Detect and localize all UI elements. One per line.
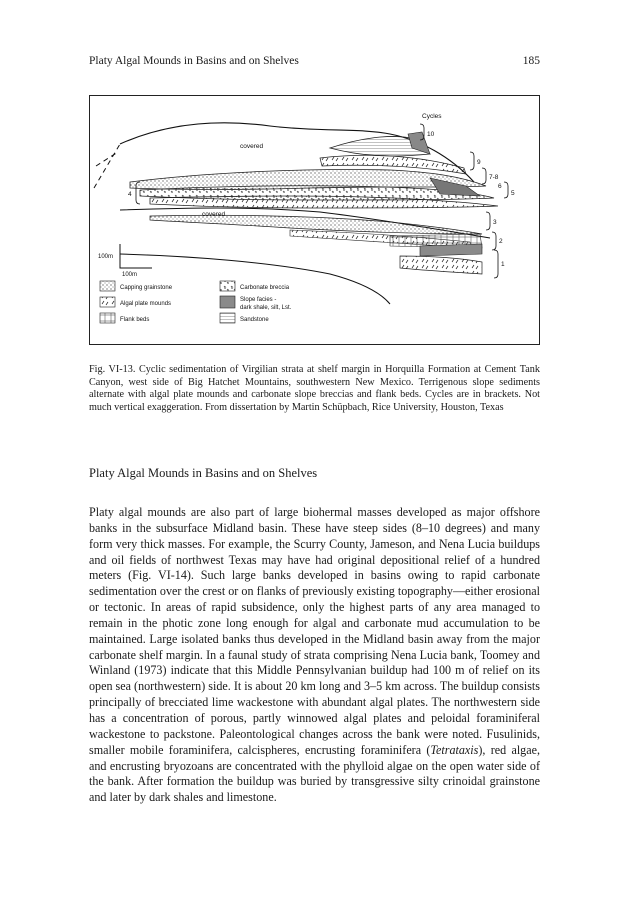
legend-swatch-slope-facies [220, 296, 235, 308]
band-cycle-1 [400, 256, 482, 274]
covered-label-lower: covered [202, 211, 226, 218]
covered-label-upper: covered [240, 143, 264, 150]
figure-cross-section [89, 95, 540, 345]
cycle-number-10: 10 [427, 131, 435, 138]
bracket-cycle-9 [470, 152, 474, 170]
legend-label-slope-facies-detail: dark shale, silt, Lst. [240, 305, 292, 311]
legend-label-carbonate-breccia: Carbonate breccia [240, 285, 290, 291]
legend-swatch-flank-beds [100, 313, 115, 323]
legend-swatch-capping-grainstone [100, 281, 115, 291]
cycle-number-2: 2 [499, 238, 503, 245]
legend-swatch-carbonate-breccia [220, 281, 235, 291]
cycle-number-6: 6 [498, 183, 502, 190]
bracket-cycle-7-8 [482, 168, 486, 184]
section-heading: Platy Algal Mounds in Basins and on Shelves [89, 466, 318, 480]
body-paragraph [89, 505, 540, 806]
legend-label-capping-grainstone: Capping grainstone [120, 285, 173, 291]
cycles-label: Cycles [422, 113, 442, 120]
cycle-number-5: 5 [511, 190, 515, 197]
mound-cycle-2 [420, 244, 482, 256]
cycle-number-7-8: 7-8 [489, 174, 499, 181]
scale-horizontal-label: 100m [122, 272, 138, 278]
cycle-number-4: 4 [128, 191, 132, 198]
page-number: 185 [522, 55, 540, 67]
bracket-cycle-1 [494, 250, 498, 278]
body-text-taxon: Tetrataxis [430, 742, 479, 757]
scale-bar [120, 244, 152, 268]
cycle-number-3: 3 [493, 219, 497, 226]
body-text-part-2: ), red algae, and encrusting bryozoans are concentrated with the phylloid algae on the open water side of the bank. After formation the buildup was buried by transgressive silty crinoidal grainstone and later by dark shales and limestone. [89, 742, 540, 805]
left-dashed-line-2 [96, 152, 118, 166]
legend-label-algal-plate-mounds: Algal plate mounds [120, 301, 172, 307]
body-text-part-1: Platy algal mounds are also part of large biohermal masses developed as major offshore banks in the subsurface Midland basin. These have steep sides (8–10 degrees) and many form very thick masses. For example, the Scurry County, Jameson, and Nena Lucia buildups and oil fields of northwest Texas may have had original depositional relief of a hundred meters (Fig. VI-14). Such large banks developed in basins owing to rapid carbonate sedimentation over the crest or on flanks of previously existing topography—either erosional or tectonic. In areas of rapid subsidence, only the highest parts of any area managed to remain in the photic zone long enough for algal and carbonate mud accumulation to be maintained. Large isolated banks thus developed in the Midland basin away from the major carbonate shelf margin. In a faunal study of strata comprising Nena Lucia bank, Toomey and Winland (1973) indicate that this Middle Pennsylvanian buildup had 100 m of relief on its open sea (northwestern) side. It is about 20 km long and 3–5 km across. The buildup consists principally of brecciated lime wackestone with abundant algal plates. The northwestern side has a concentration of porous, partly winnowed algal plates and peloidal foraminiferal wackestone to packstone. Paleontological changes across the bank were noted. Fusulinids, smaller mobile foraminifera, calcispheres, encrusting foraminifera ( [89, 505, 540, 757]
running-head [89, 55, 540, 67]
cycle-number-1: 1 [501, 261, 505, 268]
figure-caption: Fig. VI-13. Cyclic sedimentation of Virgilian strata at shelf margin in Horquilla Formation at Cement Tank Canyon, west side of Big Hatchet Mountains, southwestern New Mexico. Terrigenous slope sediments alternate with algal plate mounds and carbonate slope breccias and flank beds. Cycles are in brackets. Not much vertical exaggeration. From dissertation by Martin Schüpbach, Rice University, Houston, Texas [89, 364, 540, 413]
legend-swatch-algal-plate-mounds [100, 297, 115, 307]
left-dashed-line [94, 144, 120, 188]
legend-label-sandstone: Sandstone [240, 317, 269, 323]
cross-section-diagram [90, 96, 539, 344]
bracket-cycle-5 [504, 182, 508, 198]
legend [100, 281, 292, 323]
legend-swatch-sandstone [220, 313, 235, 323]
cycle-number-9: 9 [477, 159, 481, 166]
legend-label-slope-facies: Slope facies - [240, 297, 277, 303]
scale-vertical-label: 100m [98, 254, 114, 260]
bracket-cycle-2 [492, 232, 496, 250]
legend-label-flank-beds: Flank beds [120, 317, 150, 323]
bracket-cycle-3 [486, 212, 490, 230]
running-title: Platy Algal Mounds in Basins and on Shelves [89, 55, 299, 67]
